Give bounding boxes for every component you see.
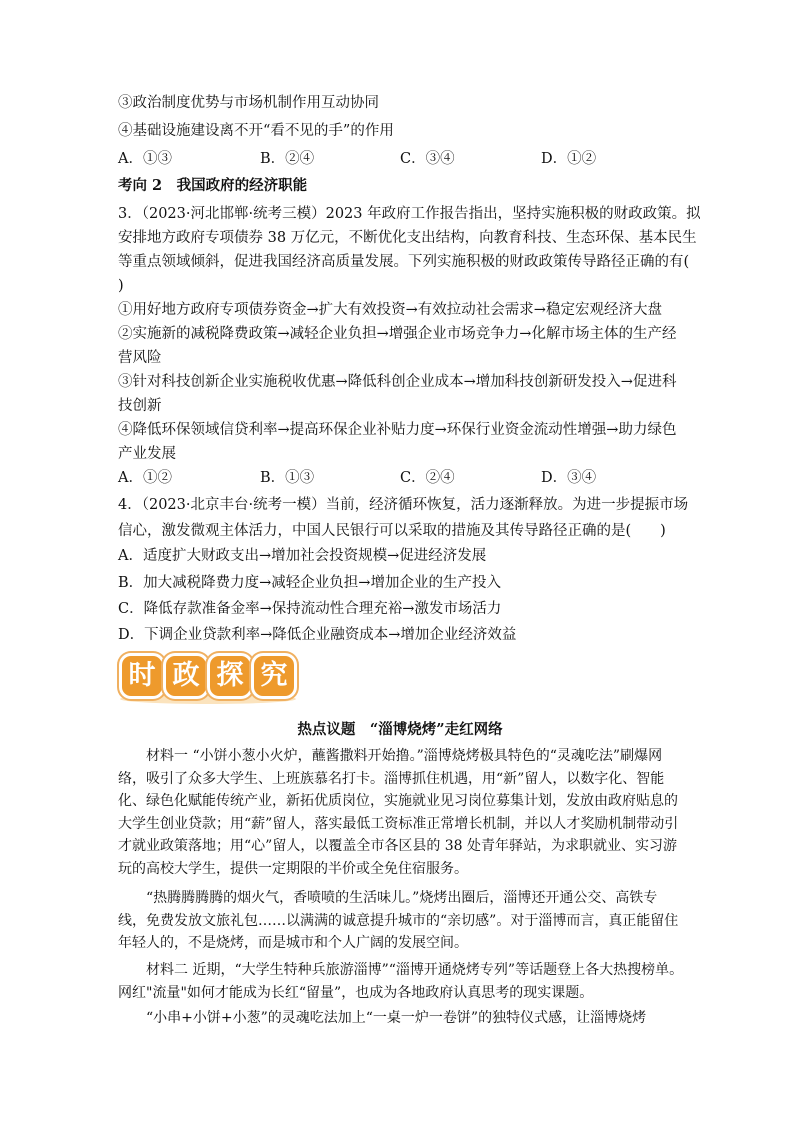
banner-char: 探 <box>210 656 250 696</box>
current-affairs-banner <box>118 650 298 708</box>
q3-choice-1: ①用好地方政府专项债券资金→扩大有效投资→有效拉动社会需求→稳定宏观经济大盘 <box>118 302 662 318</box>
material-1-paragraph: 材料一 “小饼小葱小火炉，蘸酱撒料开始撸。”淄博烧烤极具特色的“灵魂吃法”刷爆网络，吸引了众多大学生、上班族慕名打卡。淄博抓住机遇，用“新”留人，以数字化、智能化、绿色化赋能传统产业，新拓优质岗位，实施就业见习岗位募集计划，发放由政府贴息的大学生创业贷款；用“薪”留人，落实最低工资标准正常增长机制，并以人才奖励机制带动引才就业政策落地；用“心”留人，以覆盖全市各区县的 38 处青年驿站，为求职就业、实习游玩的高校大学生，提供一定期限的半价或全免住宿服务。 <box>118 748 679 877</box>
q3-option-c: C．②④ <box>400 470 455 486</box>
q3-line: 安排地方政府专项债券 38 万亿元，不断优化支出结构，向教育科技、生态环保、基本民生 <box>118 230 697 246</box>
q4-line: 4．（2023·北京丰台·统考一模）当前，经济循环恢复，活力逐渐释放。为进一步提振市场 <box>118 497 689 513</box>
q2-option-c: C．③④ <box>400 151 455 167</box>
q3-choice-4-cont: 产业发展 <box>118 446 176 462</box>
q3-line: 3．（2023·河北邯郸·统考三模）2023 年政府工作报告指出，坚持实施积极的财政政策。拟 <box>118 206 701 222</box>
q4-option-b: B．加大减税降费力度→减轻企业负担→增加企业的生产投入 <box>118 575 501 591</box>
banner-char: 时 <box>122 656 162 696</box>
q3-choice-3: ③针对科技创新企业实施税收优惠→降低科创企业成本→增加科技创新研发投入→促进科 <box>118 374 677 390</box>
section-title: 考向 2 我国政府的经济职能 <box>118 177 308 194</box>
q3-choice-3-cont: 技创新 <box>118 398 162 414</box>
q3-option-a: A．①② <box>118 470 172 486</box>
q3-line: ) <box>118 278 124 294</box>
material-1-paragraph-2: “热腾腾腾腾的烟火气，香喷喷的生活味儿。”烧烤出圈后，淄博还开通公交、高铁专线，免费发放文旅礼包……以满满的诚意提升城市的“亲切感”。对于淄博而言，真正能留住年轻人的，不是烧烤，而是城市和个人广阔的发展空间。 <box>118 890 679 951</box>
q4-line: 信心，激发微观主体活力，中国人民银行可以采取的措施及其传导路径正确的是( ) <box>118 523 666 539</box>
q2-item-3: ③政治制度优势与市场机制作用互动协同 <box>118 95 379 111</box>
material-2-paragraph: 材料二 近期，“大学生特种兵旅游淄博”“淄博开通烧烤专列”等话题登上各大热搜榜单。网红"流量"如何才能成为长红“留量”，也成为各地政府认真思考的现实课题。 <box>118 962 684 1001</box>
q2-item-4: ④基础设施建设离不开“看不见的手”的作用 <box>118 123 394 139</box>
q4-option-d: D．下调企业贷款利率→降低企业融资成本→增加企业经济效益 <box>118 627 517 643</box>
q4-option-a: A．适度扩大财政支出→增加社会投资规模→促进经济发展 <box>118 548 487 564</box>
q3-option-d: D．③④ <box>541 470 597 486</box>
q2-option-b: B．②④ <box>260 151 315 167</box>
hot-topic-title: 热点议题 “淄博烧烤”走红网络 <box>297 721 503 738</box>
q3-line: 等重点领域倾斜，促进我国经济高质量发展。下列实施积极的财政政策传导路径正确的有( <box>118 254 690 270</box>
banner-char: 究 <box>254 656 294 696</box>
q2-option-a: A．①③ <box>118 151 172 167</box>
q3-choice-2-cont: 营风险 <box>118 350 162 366</box>
q3-option-b: B．①③ <box>260 470 315 486</box>
q2-option-d: D．①② <box>541 151 597 167</box>
q3-choice-4: ④降低环保领域信贷利率→提高环保企业补贴力度→环保行业资金流动性增强→助力绿色 <box>118 422 677 438</box>
q4-option-c: C．降低存款准备金率→保持流动性合理充裕→激发市场活力 <box>118 601 502 617</box>
material-2-paragraph-2: “小串+小饼+小葱”的灵魂吃法加上“一桌一炉一卷饼”的独特仪式感，让淄博烧烤 <box>146 1010 647 1026</box>
q3-choice-2: ②实施新的减税降费政策→减轻企业负担→增强企业市场竞争力→化解市场主体的生产经 <box>118 326 677 342</box>
banner-char: 政 <box>166 656 206 696</box>
